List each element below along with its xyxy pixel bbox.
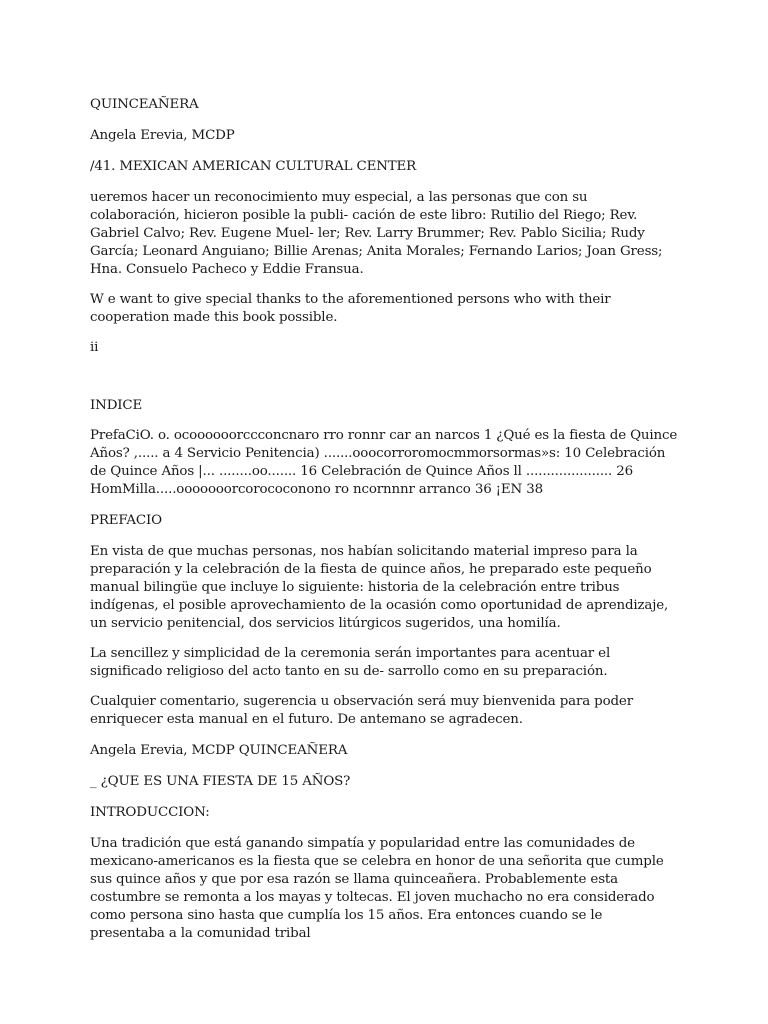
prefacio-paragraph-2: La sencillez y simplicidad de la ceremonia serán importantes para acentuar el significado religioso del acto tanto en su de- sarrollo como en su preparación.: [90, 646, 611, 679]
prefacio-paragraph-1: En vista de que muchas personas, nos habían solicitando material impreso para la preparación y la celebración de la fiesta de quince años, he preparado este pequeño manual bilingüe que incluye lo siguiente: historia de la celebración entre tribus indígenas, el posible aprovechamiento de la ocasión como oportunidad de aprendizaje, un servicio penitencial, dos servicios litúrgicos sugeridos, una homilía.: [90, 544, 669, 631]
page-number: ii: [90, 340, 99, 355]
publisher-line: /41. MEXICAN AMERICAN CULTURAL CENTER: [90, 159, 417, 174]
index-entries: PrefaCiO. o. ocoooooorccconcnaro rro ronnr car an narcos 1 ¿Qué es la fiesta de Quince Años? ,..... a 4 Servicio Penitencia) .......ooocorroromocmmorsormas»s: 10 Celebración de Quince Años |... ........oo....... 16 Celebración de Quince Años ll ..................... 26 HomMilla.....ooooooorcorococonono ro ncornnnr arranco 36 ¡EN 38: [90, 428, 678, 497]
acknowledgment-spanish: ueremos hacer un reconocimiento muy especial, a las personas que con su colaboración, hicieron posible la publi- cación de este libro: Rutilio del Riego; Rev. Gabriel Calvo; Rev. Eugene Muel- ler; Rev. Larry Brummer; Rev. Pablo Sicilia; Rudy García; Leonard Anguiano; Billie Arenas; Anita Morales; Fernando Larios; Joan Gress; Hna. Consuelo Pacheco y Eddie Fransua.: [90, 190, 663, 277]
acknowledgment-english: W e want to give special thanks to the aforementioned persons who with their cooperation made this book possible.: [90, 292, 611, 325]
document-page: [90, 96, 680, 943]
signature-line: Angela Erevia, MCDP QUINCEAÑERA: [90, 743, 348, 758]
author-line: Angela Erevia, MCDP: [90, 128, 235, 143]
intro-heading: INTRODUCCION:: [90, 805, 210, 820]
document-title: QUINCEAÑERA: [90, 97, 199, 112]
index-heading: INDICE: [90, 398, 143, 413]
prefacio-heading: PREFACIO: [90, 513, 162, 528]
prefacio-paragraph-3: Cualquier comentario, sugerencia u observación será muy bienvenida para poder enriquecer esta manual en el futuro. De antemano se agradecen.: [90, 694, 633, 727]
question-heading: _ ¿QUE ES UNA FIESTA DE 15 AÑOS?: [90, 774, 351, 789]
intro-paragraph-1: Una tradición que está ganando simpatía y popularidad entre las comunidades de mexicano-americanos es la fiesta que se celebra en honor de una señorita que cumple sus quince años y que por esa razón se llama quinceañera. Probablemente esta costumbre se remonta a los mayas y toltecas. El joven muchacho no era considerado como persona sino hasta que cumplía los 15 años. Era entonces cuando se le presentaba a la comunidad tribal: [90, 836, 664, 941]
